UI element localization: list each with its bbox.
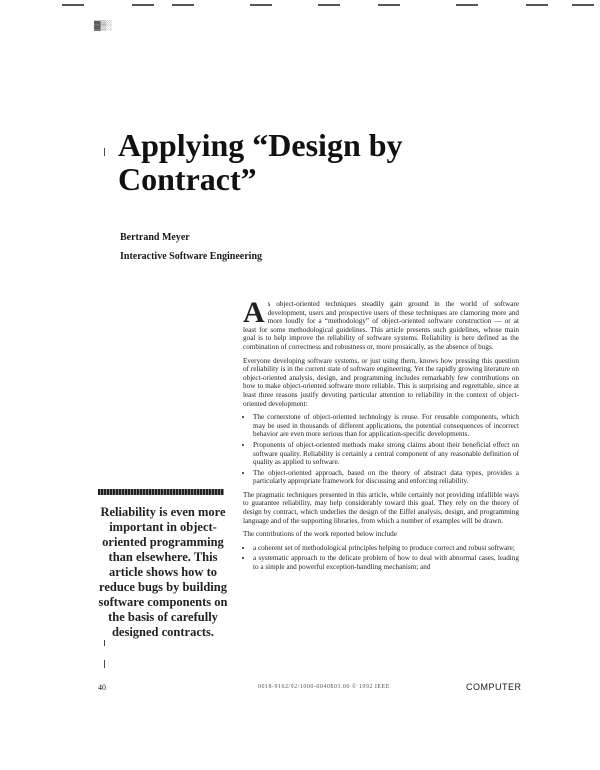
bullet-item: • a coherent set of methodological principles helping to produce correct and robust software;	[253, 544, 519, 553]
pull-quote-rule	[98, 489, 224, 495]
pull-quote: Reliability is even more important in object-oriented programming than elsewhere. This article shows how to reduce bugs by building software components on the basis of carefully designed contracts.	[98, 505, 228, 639]
bullet-item: • Proponents of object-oriented methods make strong claims about their beneficial effect on software quality. Reliability is certainly a central component of any reasonable definition of quality as applied to software.	[253, 441, 519, 467]
magazine-name: COMPUTER	[466, 682, 522, 692]
bullet-item: • a systematic approach to the delicate problem of how to deal with abnormal cases, leading to a simple and powerful exception-handling mechanism; and	[253, 554, 519, 571]
drop-cap: A	[243, 296, 265, 329]
bullet-list	[243, 413, 519, 486]
bullet-list	[243, 544, 519, 572]
margin-tick	[104, 660, 105, 668]
author-name: Bertrand Meyer	[120, 232, 190, 243]
bullet-item: • The object-oriented approach, based on the theory of abstract data types, provides a particularly appropriate framework for discussing and enforcing reliability.	[253, 469, 519, 486]
body-paragraph: The pragmatic techniques presented in this article, while certainly not providing infallible ways to guarantee reliability, may help considerably toward this goal. They rely on the theory of design by contract, which underlies the design of the Eiffel analysis, design, and programming language and of the supporting libraries, from which a number of examples will be drawn.	[243, 490, 519, 525]
article-title: Applying “Design by Contract”	[118, 127, 403, 197]
scan-registration-mark: ▓▒░	[94, 20, 111, 30]
margin-tick	[104, 148, 105, 156]
bullet-item: • The cornerstone of object-oriented technology is reuse. For reusable components, which may be used in thousands of different applications, the potential consequences of incorrect behavior are even more serious than for application-specific developments.	[253, 413, 519, 439]
scan-crop-marks	[0, 0, 600, 12]
paragraph-text: s object-oriented techniques steadily gain ground in the world of software development, users and prospective users of these techniques are clamoring more and more loudly for a “methodology” of object-oriented software construction — or at least for some methodological guidelines. This article presents such guidelines, whose main goal is to help improve the reliability of software systems. Reliability is here defined as the combination of correctness and robustness or, more prosaically, as the absence of bugs.	[243, 300, 519, 351]
body-paragraph	[243, 296, 519, 352]
margin-tick	[104, 640, 105, 646]
footer-issue-text: 0018-9162/92/1000-0040$03.00 © 1992 IEEE	[258, 684, 390, 690]
author-affiliation: Interactive Software Engineering	[120, 251, 263, 262]
article-body	[243, 296, 519, 577]
body-paragraph: The contributions of the work reported below include	[243, 530, 397, 539]
body-paragraph: Everyone developing software systems, or just using them, knows how pressing this question of reliability is in the current state of software engineering. Yet the rapidly growing literature on object-oriented analysis, design, and programming includes remarkably few contributions on how to make object-oriented software more reliable. This is surprising and regrettable, since at least three reasons justify devoting particular attention to reliability in the context of object-oriented development:	[243, 356, 519, 408]
page-number: 40	[98, 683, 106, 692]
